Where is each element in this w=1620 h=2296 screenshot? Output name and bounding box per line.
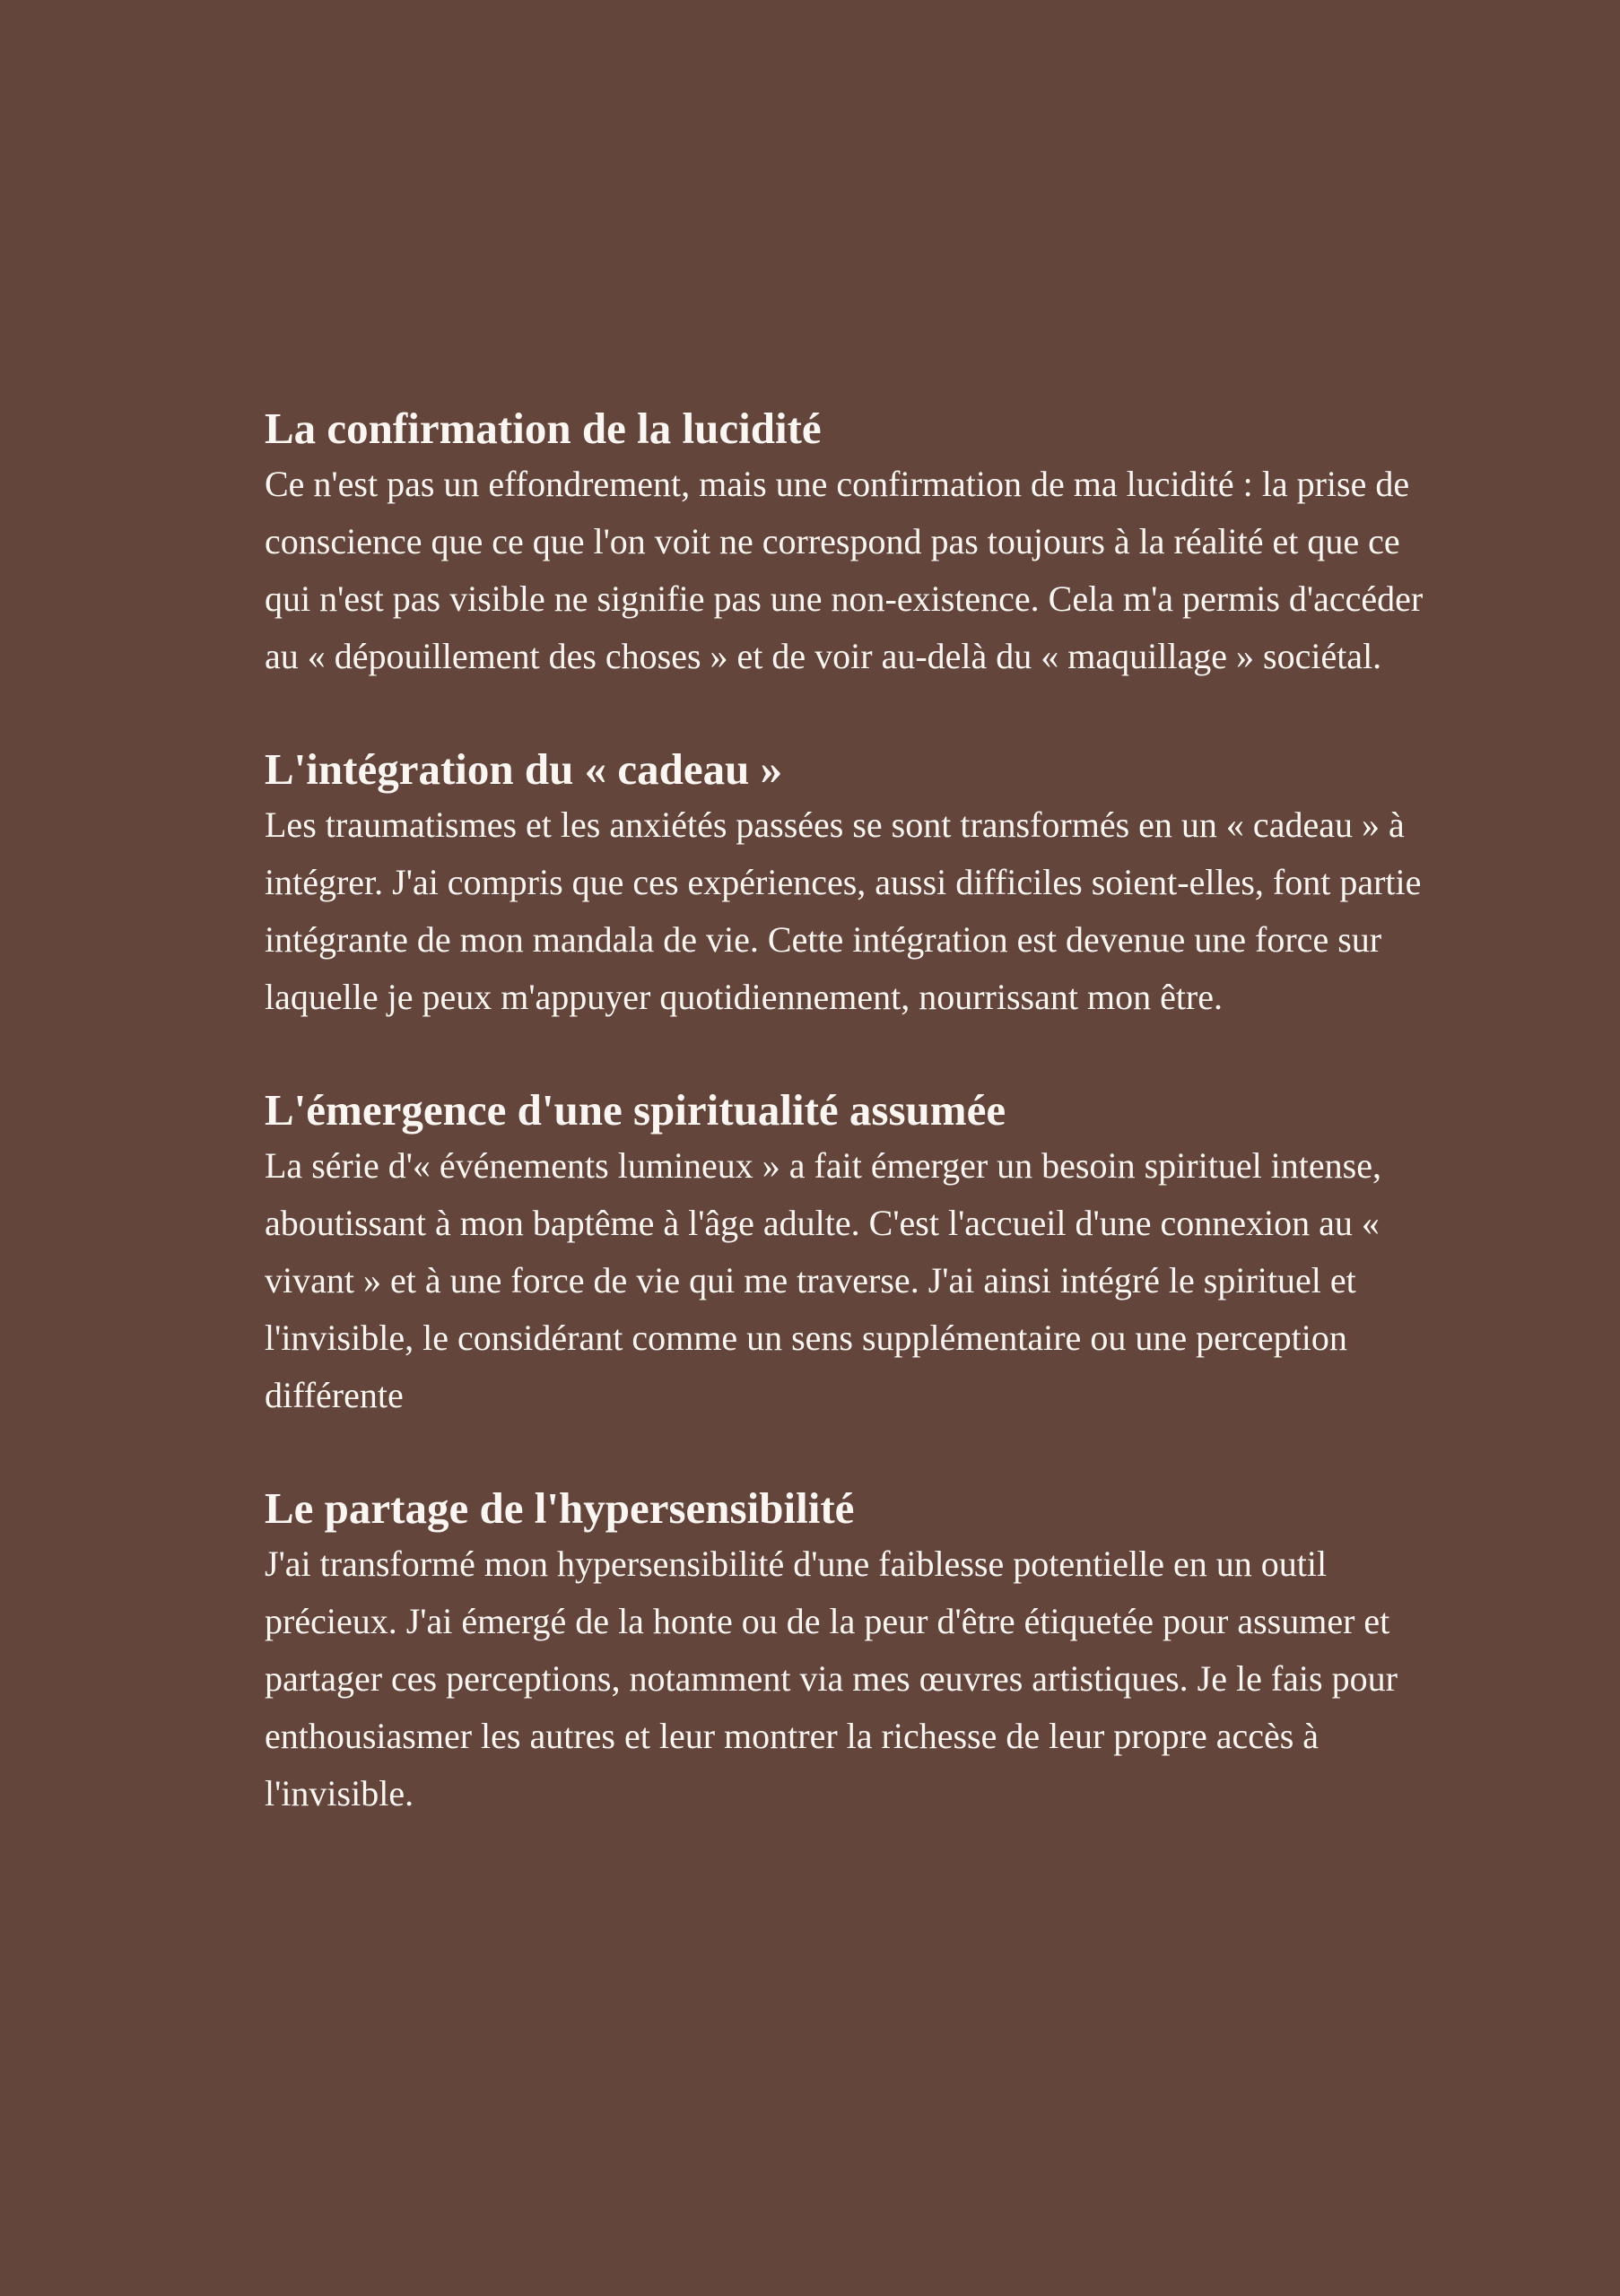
section-body: Ce n'est pas un effondrement, mais une confirmation de ma lucidité : la prise de conscience que ce que l'on voit ne correspond pas toujours à la réalité et que ce qui n'est pas visible ne signifie pas une non-existence. Cela m'a permis d'accéder au « dépouillement des choses » et de voir au-delà du « maquillage » sociétal. [265,464,1424,676]
section-hypersensitivity [265,1482,1440,1822]
section-title: Le partage de l'hypersensibilité [265,1483,855,1533]
section-body: La série d'« événements lumineux » a fait émerger un besoin spirituel intense, aboutissant à mon baptême à l'âge adulte. C'est l'accueil d'une connexion au « vivant » et à une force de vie qui me traverse. J'ai ainsi intégré le spirituel et l'invisible, le considérant comme un sens supplémentaire ou une perception différente [265,1145,1381,1415]
section-title: L'intégration du « cadeau » [265,744,783,794]
section-gift-integration [265,743,1440,1026]
section-body: Les traumatismes et les anxiétés passées se sont transformés en un « cadeau » à intégrer. J'ai compris que ces expériences, aussi difficiles soient-elles, font partie intégrante de mon mandala de vie. Cette intégration est devenue une force sur laquelle je peux m'appuyer quotidiennement, nourrissant mon être. [265,804,1422,1017]
document-content [265,402,1440,1822]
section-body: J'ai transformé mon hypersensibilité d'une faiblesse potentielle en un outil précieux. J'ai émergé de la honte ou de la peur d'être étiquetée pour assumer et partager ces perceptions, notamment via mes œuvres artistiques. Je le fais pour enthousiasmer les autres et leur montrer la richesse de leur propre accès à l'invisible. [265,1544,1398,1813]
section-title: L'émergence d'une spiritualité assumée [265,1085,1006,1135]
section-title: La confirmation de la lucidité [265,404,822,453]
section-spirituality [265,1083,1440,1424]
section-lucidity [265,402,1440,685]
